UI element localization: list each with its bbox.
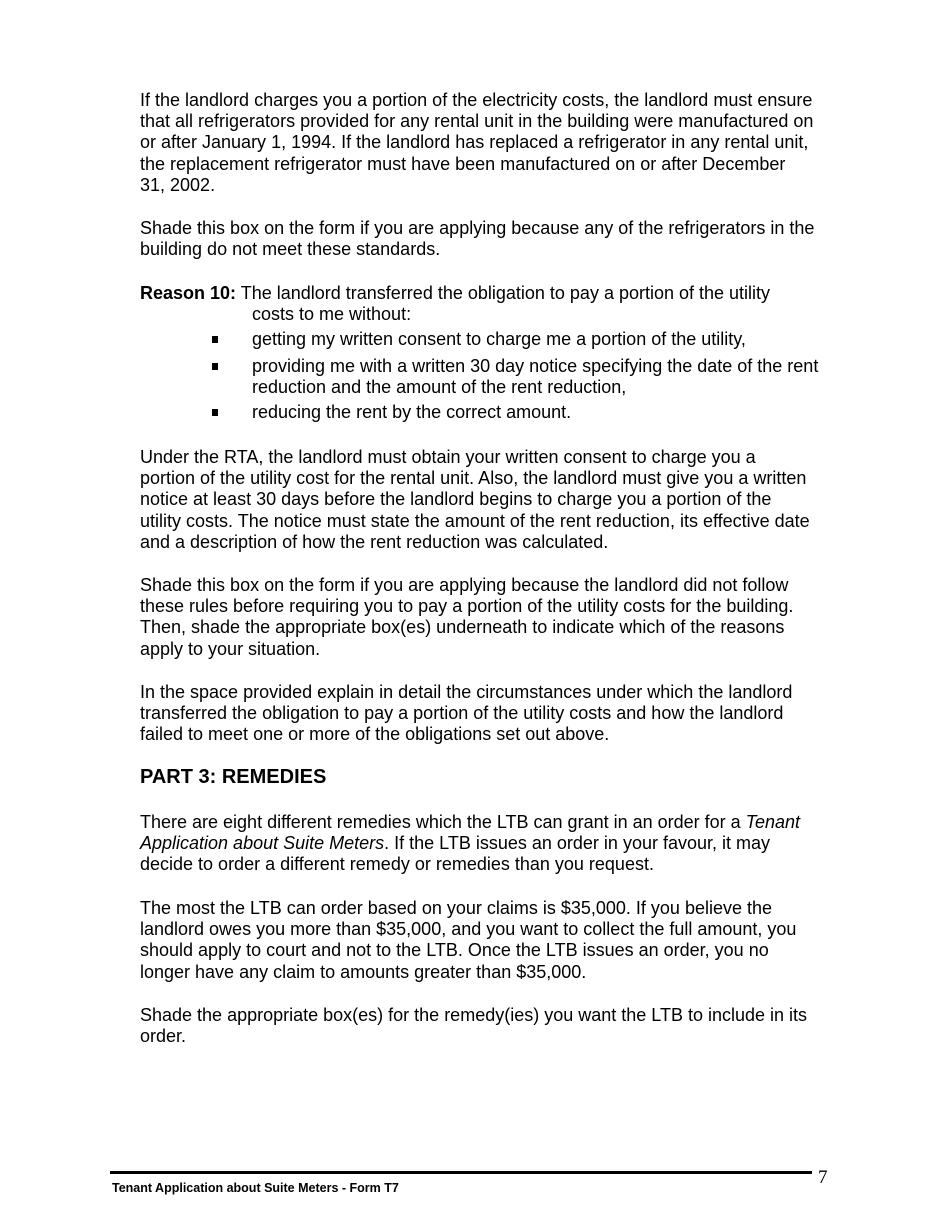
paragraph-shade-remedies — [140, 1005, 860, 1047]
text-line: landlord owes you more than $35,000, and you want to collect the full amount, you — [140, 919, 797, 940]
text-line: order. — [140, 1026, 187, 1047]
text-line: . If the LTB issues an order in your favour, it may — [384, 833, 770, 854]
footer-title: Tenant Application about Suite Meters - Form T7 — [112, 1181, 399, 1195]
paragraph-refrigerator-standards — [140, 90, 860, 196]
text-line: The most the LTB can order based on your claims is $35,000. If you believe the — [140, 898, 773, 918]
text-line: should apply to court and not to the LTB. Once the LTB issues an order, you no — [140, 940, 769, 961]
text-line: portion of the utility cost for the rental unit. Also, the landlord must give you a written — [140, 468, 807, 489]
text-line: providing me with a written 30 day notice specifying the date of the rent — [252, 356, 819, 376]
paragraph-shade-rules — [140, 575, 860, 660]
paragraph-shade-refrigerator — [140, 218, 860, 260]
text-line: building do not meet these standards. — [140, 239, 441, 260]
text-line: utility costs. The notice must state the amount of the rent reduction, its effective date — [140, 510, 810, 531]
text-line: 31, 2002. — [140, 174, 216, 195]
text-line: reducing the rent by the correct amount. — [252, 402, 572, 422]
text-line: the replacement refrigerator must have been manufactured on or after December — [140, 153, 786, 174]
section-heading: PART 3: REMEDIES — [140, 766, 327, 788]
reason-10 — [140, 283, 860, 325]
text-line: or after January 1, 1994. If the landlord has replaced a refrigerator in any rental unit, — [140, 132, 809, 153]
text-line: If the landlord charges you a portion of the electricity costs, the landlord must ensure — [140, 90, 813, 110]
text-line: Shade this box on the form if you are applying because any of the refrigerators in the — [140, 218, 815, 238]
text-line: and a description of how the rent reduction was calculated. — [140, 531, 609, 552]
bullet-icon — [212, 409, 218, 416]
paragraph-claim-limit — [140, 898, 860, 983]
text-line: The landlord transferred the obligation to pay a portion of the utility — [236, 283, 771, 303]
text-line: longer have any claim to amounts greater than $35,000. — [140, 961, 587, 982]
bullet-item — [140, 402, 860, 423]
paragraph-rta-consent — [140, 447, 860, 553]
bullet-icon — [212, 336, 218, 343]
text-line: costs to me without: — [252, 304, 412, 325]
form-name-italic: Tenant — [745, 812, 801, 832]
footer-divider — [110, 1171, 812, 1174]
text-line: these rules before requiring you to pay a portion of the utility costs for the building. — [140, 596, 794, 617]
paragraph-explain — [140, 682, 860, 746]
text-line: Shade this box on the form if you are applying because the landlord did not follow — [140, 575, 789, 595]
text-line: There are eight different remedies which the LTB can grant in an order for a — [140, 812, 746, 832]
reason-label: Reason 10: — [140, 283, 237, 303]
text-line: that all refrigerators provided for any rental unit in the building were manufactured on — [140, 111, 814, 132]
text-line: Under the RTA, the landlord must obtain your written consent to charge you a — [140, 447, 756, 467]
form-name-italic: Application about Suite Meters — [140, 833, 385, 854]
bullet-item — [140, 329, 860, 350]
bullet-icon — [212, 363, 218, 370]
text-line: apply to your situation. — [140, 638, 321, 659]
bullet-item — [140, 356, 860, 398]
text-line: notice at least 30 days before the landlord begins to charge you a portion of the — [140, 489, 772, 510]
paragraph-remedies-intro — [140, 812, 860, 876]
page-number: 7 — [818, 1167, 828, 1188]
text-line: reduction and the amount of the rent reduction, — [252, 377, 627, 398]
text-line: Then, shade the appropriate box(es) underneath to indicate which of the reasons — [140, 617, 785, 638]
text-line: Shade the appropriate box(es) for the remedy(ies) you want the LTB to include in its — [140, 1005, 808, 1025]
text-line: decide to order a different remedy or remedies than you request. — [140, 854, 654, 875]
text-line: failed to meet one or more of the obligations set out above. — [140, 724, 610, 745]
text-line: In the space provided explain in detail the circumstances under which the landlord — [140, 682, 793, 702]
text-line: transferred the obligation to pay a portion of the utility costs and how the landlord — [140, 703, 784, 724]
text-line: getting my written consent to charge me a portion of the utility, — [252, 329, 746, 349]
